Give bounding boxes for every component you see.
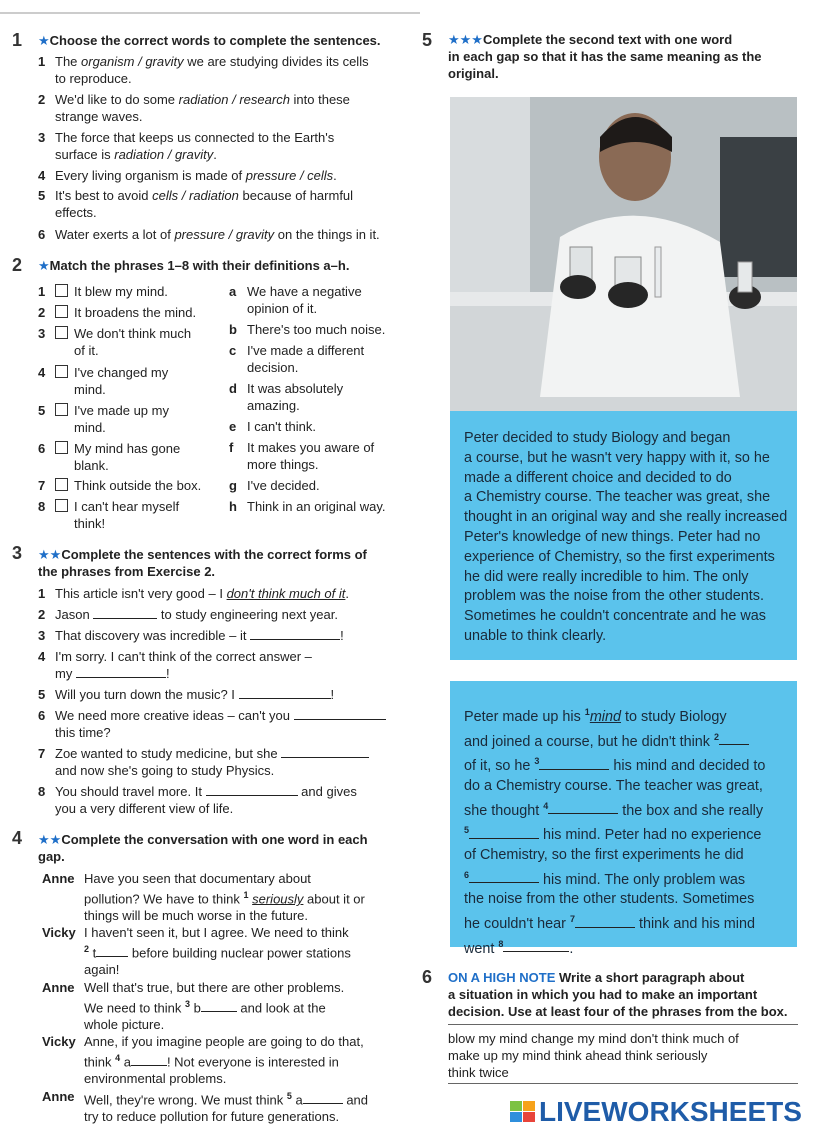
paragraph-line: made a different choice and decided to do [464,469,732,486]
exercise-title: ★★★Complete the second text with one word in each gap so that it has the same meaning as the original. [448,32,762,81]
answer-gap[interactable] [250,627,340,640]
exercise-title: ★Choose the correct words to complete the sentences. [38,33,381,48]
answer-gap[interactable] [239,686,331,699]
answer-text: don't think much of it [226,586,346,601]
speaker-name: Vicky [42,925,76,940]
choice-options[interactable]: radiation / gravity [114,147,214,162]
exercise-number: 2 [12,255,23,275]
phrase-box: blow my mind change my mind don't think much of make up my mind think ahead think seriously think twice [448,1031,739,1080]
speaker-name: Anne [42,1089,75,1104]
exercise-number: 4 [12,828,23,848]
paragraph-line: a Chemistry course. The teacher was great, she [464,489,771,506]
choice-options[interactable]: organism / gravity [81,54,184,69]
rewrite-text-box [450,681,797,957]
paragraph-line: a course, but he wasn't very happy with it, so he [464,449,770,466]
answer-gap[interactable] [131,1053,167,1066]
exercise-title: ★★Complete the conversation with one word in each gap. [38,832,368,864]
answer-box[interactable] [55,478,68,491]
answer-box[interactable] [55,499,68,512]
scientist-photo [450,97,797,411]
choice-options[interactable]: cells / radiation [152,188,239,203]
list-item: 2 We'd like to do some radiation / research into these strange waves. [38,92,350,124]
exercise-number: 5 [422,30,433,50]
list-item: 5 It's best to avoid cells / radiation because of harmful effects. [38,188,354,220]
answer-box[interactable] [55,284,68,297]
section-label: ON A HIGH NOTE [448,970,556,985]
divider [448,1083,798,1084]
answer-gap[interactable] [96,944,128,957]
star-icon: ★ [38,258,50,273]
answer-gap[interactable] [469,826,539,839]
star-icon: ★ [38,33,50,48]
paragraph-line: unable to think clearly. [464,628,607,644]
answer-gap[interactable] [548,801,618,814]
paragraph-line: Peter's knowledge of new things. Peter had no [464,529,761,545]
answer-text: seriously [252,891,304,907]
choice-options[interactable]: pressure / gravity [174,227,275,242]
answer-box[interactable] [55,403,68,416]
paragraph-line: he did were really incredible to him. The only [464,568,749,585]
top-rule [0,0,420,14]
answer-gap[interactable] [76,665,166,678]
paragraph-line: thought in an original way and she really increased [464,509,788,526]
answer-gap[interactable] [469,870,539,883]
speaker-name: Vicky [42,1034,76,1049]
answer-gap[interactable] [575,915,635,928]
original-text-box [450,411,797,660]
answer-gap[interactable] [294,707,386,720]
answer-text: mind [589,708,622,725]
answer-box[interactable] [55,305,68,318]
answer-box[interactable] [55,326,68,339]
answer-gap[interactable] [303,1091,343,1104]
list-item: 4 Every living organism is made of pressure / cells. [38,168,337,183]
star-icon: ★★ [38,832,62,847]
divider [448,1024,798,1025]
exercise-number: 3 [12,543,23,563]
star-icon: ★★ [38,547,62,562]
list-item: 3 The force that keeps us connected to the Earth's surface is radiation / gravity. [38,130,335,162]
answer-gap[interactable] [201,999,237,1012]
answer-box[interactable] [55,365,68,378]
answer-gap[interactable] [539,757,609,770]
logo-icon [510,1098,536,1120]
exercise-title: ★Match the phrases 1–8 with their definitions a–h. [38,258,350,273]
star-icon: ★★★ [448,32,483,47]
list-item: 1 The organism / gravity we are studying divides its cells to reproduce. [38,54,369,86]
exercise-title: ★★Complete the sentences with the correct forms of the phrases from Exercise 2. [38,547,367,579]
list-item: 6 Water exerts a lot of pressure / gravity on the things in it. [38,227,380,242]
paragraph-line: Peter decided to study Biology and began [464,430,731,446]
choice-options[interactable]: radiation / research [178,92,290,107]
speaker-name: Anne [42,980,75,995]
answer-gap[interactable] [206,783,298,796]
answer-gap[interactable] [93,606,157,619]
paragraph-line: problem was the noise from the other students. [464,588,764,605]
rewrite-paragraph: Peter made up his $^1$mind to study Biology and joined a course, but he didn't think $^2$ of it, so he $^3$ his mind and decided to do a Chemistry course. The teacher was great, she thought $^4$ the box and she really $^5$ his mind. Peter had no experience of Chemistry, so the first experiments he did $^6$ his mind. The only problem was the noise from the other students. Sometimes he couldn't hear $^7$ think and his mind went $^8$ . [464,707,766,957]
exercise-title: ON A HIGH NOTE Write a short paragraph about a situation in which you had to make an important decision. Use at least four of the phrases from the box. [448,970,788,1019]
choice-options[interactable]: pressure / cells [245,168,334,183]
paragraph-line: Sometimes he couldn't concentrate and he was [464,608,766,625]
photo-illustration [450,97,797,411]
answer-gap[interactable] [719,732,749,745]
paragraph-line: experience of Chemistry, so the first experiments [464,548,775,565]
answer-gap[interactable] [503,939,569,952]
answer-gap[interactable] [281,745,369,758]
exercise-number: 6 [422,967,433,987]
exercise-number: 1 [12,30,23,50]
liveworksheets-logo[interactable]: LIVEWORKSHEETS [510,1096,802,1128]
answer-box[interactable] [55,441,68,454]
speaker-name: Anne [42,871,75,886]
